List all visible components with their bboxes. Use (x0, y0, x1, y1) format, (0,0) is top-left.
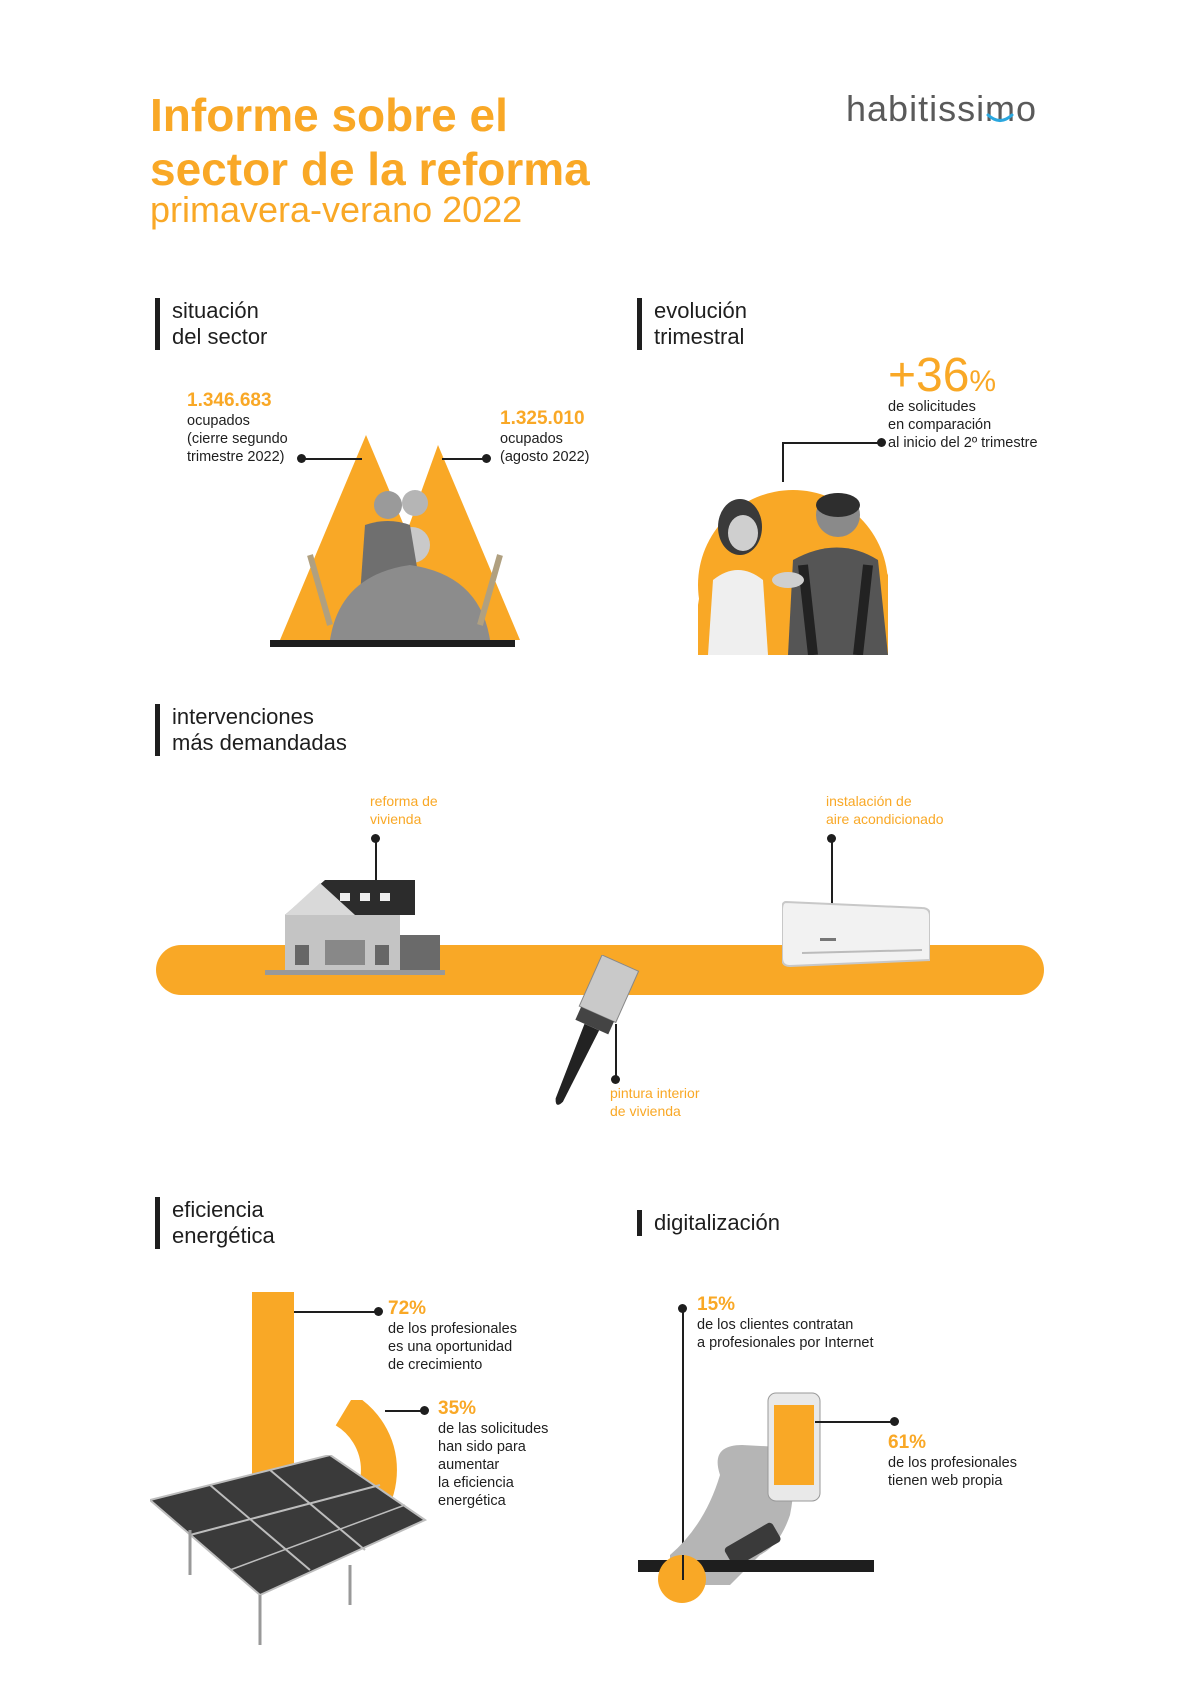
title-line-1: Informe sobre el (150, 89, 508, 141)
stat-text: de los profesionales tienen web propia (888, 1455, 1017, 1489)
logo-smile-icon (985, 112, 1015, 126)
connector-line (815, 1421, 895, 1423)
section-heading-intervenciones: intervenciones más demandadas (155, 704, 347, 756)
connector-dot (877, 438, 886, 447)
stat-text: ocupados (agosto 2022) (500, 431, 590, 465)
stat-text: de los clientes contratan a profesionales por Internet (697, 1317, 874, 1351)
title-line-2: sector de la reforma (150, 143, 590, 195)
section-heading-situacion: situación del sector (155, 298, 267, 350)
section-heading-eficiencia: eficiencia energética (155, 1197, 275, 1249)
stat-15-clientes (697, 1294, 874, 1352)
connector-dot (482, 454, 491, 463)
solar-panels-illustration (150, 1455, 430, 1655)
stat-value: 61% (888, 1432, 927, 1453)
stat-value: 35% (438, 1398, 477, 1419)
stat-value: 1.325.010 (500, 408, 585, 429)
air-conditioner-illustration (782, 898, 930, 968)
label-aire-acondicionado: instalación de aire acondicionado (826, 793, 944, 827)
connector-dot (374, 1307, 383, 1316)
connector-line (294, 1311, 379, 1313)
connector-dot (420, 1406, 429, 1415)
connector-line (302, 458, 362, 460)
connector-line (782, 442, 882, 444)
connector-dot (890, 1417, 899, 1426)
connector-dot (297, 454, 306, 463)
stat-72-oportunidad (388, 1298, 517, 1374)
connector-dot (371, 834, 380, 843)
percent-sign: % (969, 365, 997, 398)
connector-dot (827, 834, 836, 843)
stat-value: 1.346.683 (187, 390, 272, 411)
connector-line (682, 1555, 684, 1580)
house-illustration (265, 875, 445, 975)
stat-text: de los profesionales es una oportunidad de crecimiento (388, 1321, 517, 1373)
page-subtitle: primavera-verano 2022 (150, 189, 523, 230)
section-heading-digitalizacion: digitalización (637, 1210, 780, 1236)
label-pintura-interior: pintura interior de vivienda (610, 1085, 700, 1119)
percent-increase (888, 350, 996, 402)
stat-61-web-propia (888, 1432, 1017, 1490)
connector-line (442, 458, 487, 460)
percent-value: +36 (888, 349, 970, 402)
connector-line (385, 1410, 425, 1412)
connector-dot (678, 1304, 687, 1313)
stat-text: de las solicitudes han sido para aumentar la eficiencia energética (438, 1421, 549, 1509)
stat-value: 72% (388, 1298, 427, 1319)
habitissimo-logo: habitissimo (846, 88, 1038, 129)
connector-line (831, 838, 833, 904)
section-heading-evolucion: evolución trimestral (637, 298, 747, 350)
page-title (150, 88, 590, 196)
hand-phone-illustration (670, 1385, 840, 1585)
stat-value: 15% (697, 1294, 736, 1315)
stat-text: ocupados (cierre segundo trimestre 2022) (187, 413, 288, 465)
percent-description: de solicitudes en comparación al inicio del 2º trimestre (888, 399, 1038, 451)
paintbrush-illustration (530, 955, 640, 1115)
stat-35-solicitudes (438, 1398, 548, 1510)
handshake-illustration (688, 475, 908, 655)
label-reforma-vivienda: reforma de vivienda (370, 793, 438, 827)
